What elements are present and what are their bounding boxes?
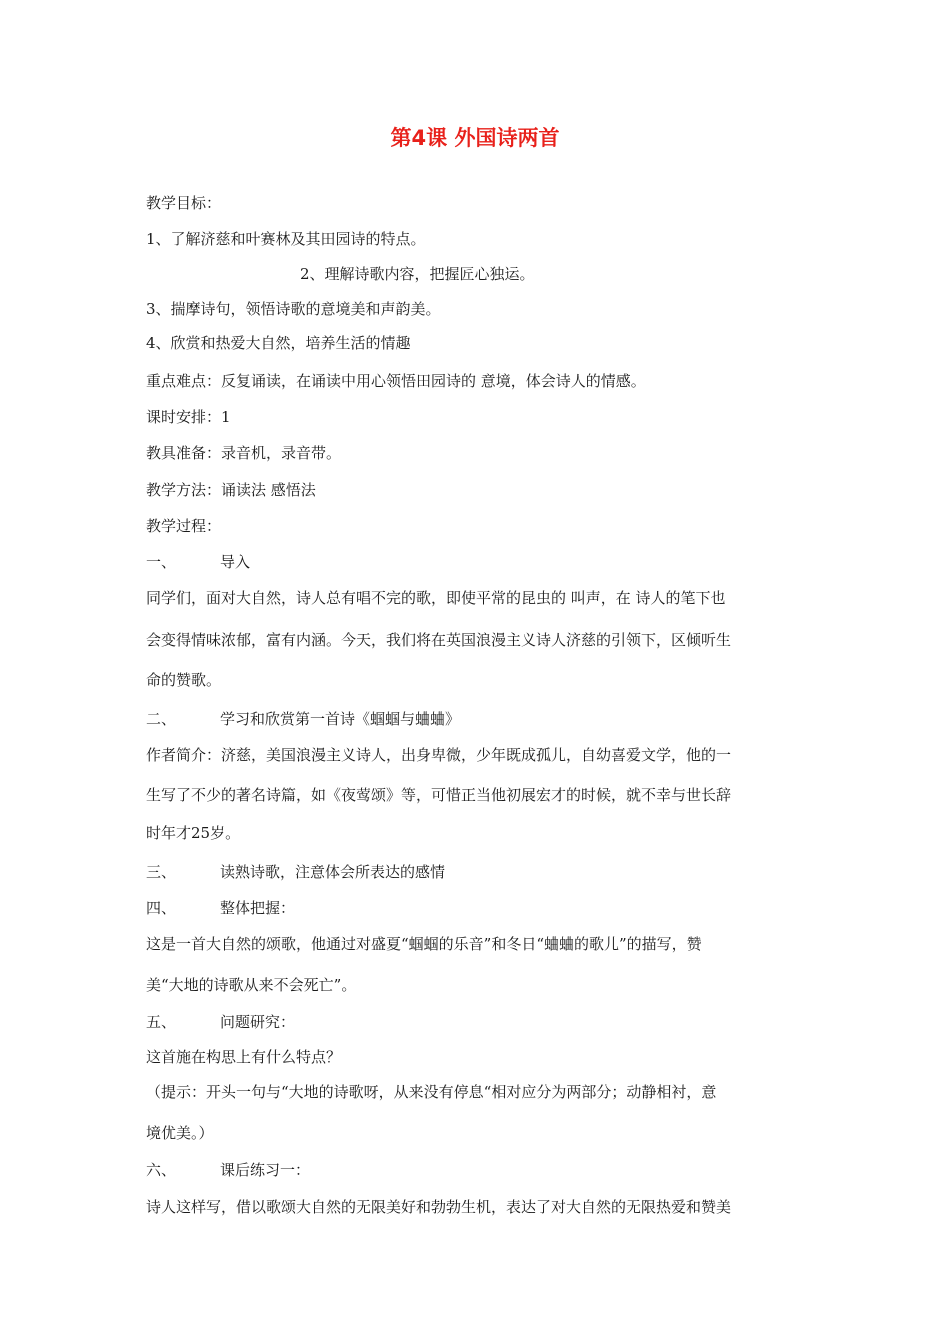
section-label: 整体把握：: [220, 899, 296, 917]
section-4: [146, 898, 816, 918]
process-heading: 教学过程：: [146, 517, 222, 535]
paragraph-line: 境优美。）: [146, 1124, 214, 1142]
paragraph-line: 生写了不少的著名诗篇，如《夜莺颂》等，可惜正当他初展宏才的时候，就不幸与世长辞: [146, 786, 732, 804]
section-number: 二、: [146, 710, 177, 728]
paragraph-line: 这首施在构思上有什么特点？: [146, 1048, 342, 1066]
class-hours: 课时安排：1: [146, 408, 231, 426]
paragraph-line: 作者简介：济慈，美国浪漫主义诗人，出身卑微，少年既成孤儿，自幼喜爱文学，他的一: [146, 746, 732, 764]
paragraph-line: （提示：开头一句与“大地的诗歌呀，从来没有停息“相对应分为两部分；动静相衬，意: [146, 1083, 717, 1101]
section-6: [146, 1160, 816, 1180]
page-title: 第4课 外国诗两首: [390, 126, 560, 150]
paragraph-line: 时年才25岁。: [146, 824, 241, 842]
paragraph-line: 命的赞歌。: [146, 671, 222, 689]
paragraph-line: 这是一首大自然的颂歌，他通过对盛夏“蝈蝈的乐音”和冬日“蛐蛐的歌儿”的描写，赞: [146, 935, 702, 953]
section-label: 问题研究：: [220, 1013, 296, 1031]
section-number: 一、: [146, 553, 177, 571]
section-label: 读熟诗歌，注意体会所表达的感情: [220, 863, 446, 881]
section-number: 三、: [146, 863, 177, 881]
objective-1: 1、了解济慈和叶赛林及其田园诗的特点。: [146, 230, 426, 248]
paragraph-line: 诗人这样写，借以歌颂大自然的无限美好和勃勃生机，表达了对大自然的无限热爱和赞美: [146, 1198, 732, 1216]
objective-2: 2、理解诗歌内容，把握匠心独运。: [300, 265, 535, 283]
objective-4: 4、欣赏和热爱大自然，培养生活的情趣: [146, 334, 411, 352]
key-points: 重点难点：反复诵读，在诵读中用心领悟田园诗的 意境，体会诗人的情感。: [146, 372, 646, 390]
section-label: 课后练习一：: [220, 1161, 311, 1179]
objective-3: 3、揣摩诗句，领悟诗歌的意境美和声韵美。: [146, 300, 441, 318]
section-number: 五、: [146, 1013, 177, 1031]
section-label: 导入: [220, 553, 251, 571]
section-3: [146, 862, 816, 882]
section-1: [146, 552, 816, 572]
paragraph-line: 会变得情味浓郁，富有内涵。今天，我们将在英国浪漫主义诗人济慈的引领下，区倾听生: [146, 631, 732, 649]
teaching-aids: 教具准备：录音机，录音带。: [146, 444, 342, 462]
paragraph-line: 美“大地的诗歌从来不会死亡”。: [146, 976, 357, 994]
section-2: [146, 709, 816, 729]
section-number: 四、: [146, 899, 177, 917]
section-number: 六、: [146, 1161, 177, 1179]
section-5: [146, 1012, 816, 1032]
section-label: 学习和欣赏第一首诗《蝈蝈与蛐蛐》: [220, 710, 461, 728]
teaching-methods: 教学方法：诵读法 感悟法: [146, 481, 316, 499]
paragraph-line: 同学们，面对大自然，诗人总有唱不完的歌，即使平常的昆虫的 叫声，在 诗人的笔下也: [146, 589, 726, 607]
objectives-heading: 教学目标：: [146, 194, 222, 212]
